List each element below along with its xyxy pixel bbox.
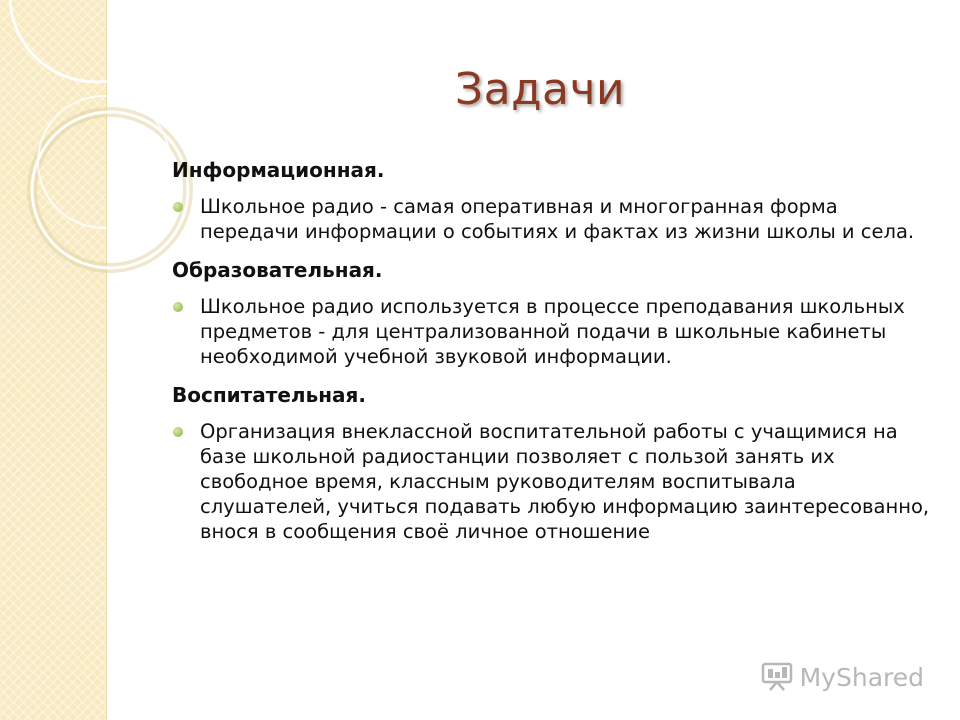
decorative-rings bbox=[0, 0, 200, 300]
presentation-icon bbox=[760, 662, 794, 692]
bullet-icon bbox=[173, 302, 183, 312]
bullet-text: Школьное радио - самая оперативная и многогранная форма передачи информации о событиях и фактах из жизни школы и села. bbox=[200, 195, 915, 243]
content-body bbox=[172, 158, 932, 558]
watermark-text: MyShared bbox=[799, 662, 924, 692]
section-heading-educational: Образовательная. bbox=[172, 258, 383, 282]
bullet-text: Организация внеклассной воспитательной работы с учащимися на базе школьной радиостанции позволяет с пользой занять их свободное время, классным руководителям воспитывала слушателей, учиться подавать любую информацию заинтересованно, внося в сообщения своё личное отношение bbox=[200, 420, 930, 543]
watermark-logo bbox=[760, 662, 924, 692]
bullet-icon bbox=[173, 427, 183, 437]
bullet-text: Школьное радио используется в процессе преподавания школьных предметов - для централизованной подачи в школьные кабинеты необходимой учебной звуковой информации. bbox=[200, 295, 905, 368]
bullet-icon bbox=[173, 202, 183, 212]
section-heading-upbringing: Воспитательная. bbox=[172, 383, 366, 407]
bullet-item-informational bbox=[172, 194, 932, 244]
bullet-item-upbringing bbox=[172, 419, 932, 544]
bullet-item-educational bbox=[172, 294, 932, 369]
slide-title: Задачи bbox=[454, 64, 626, 115]
section-heading-informational: Информационная. bbox=[172, 158, 385, 182]
